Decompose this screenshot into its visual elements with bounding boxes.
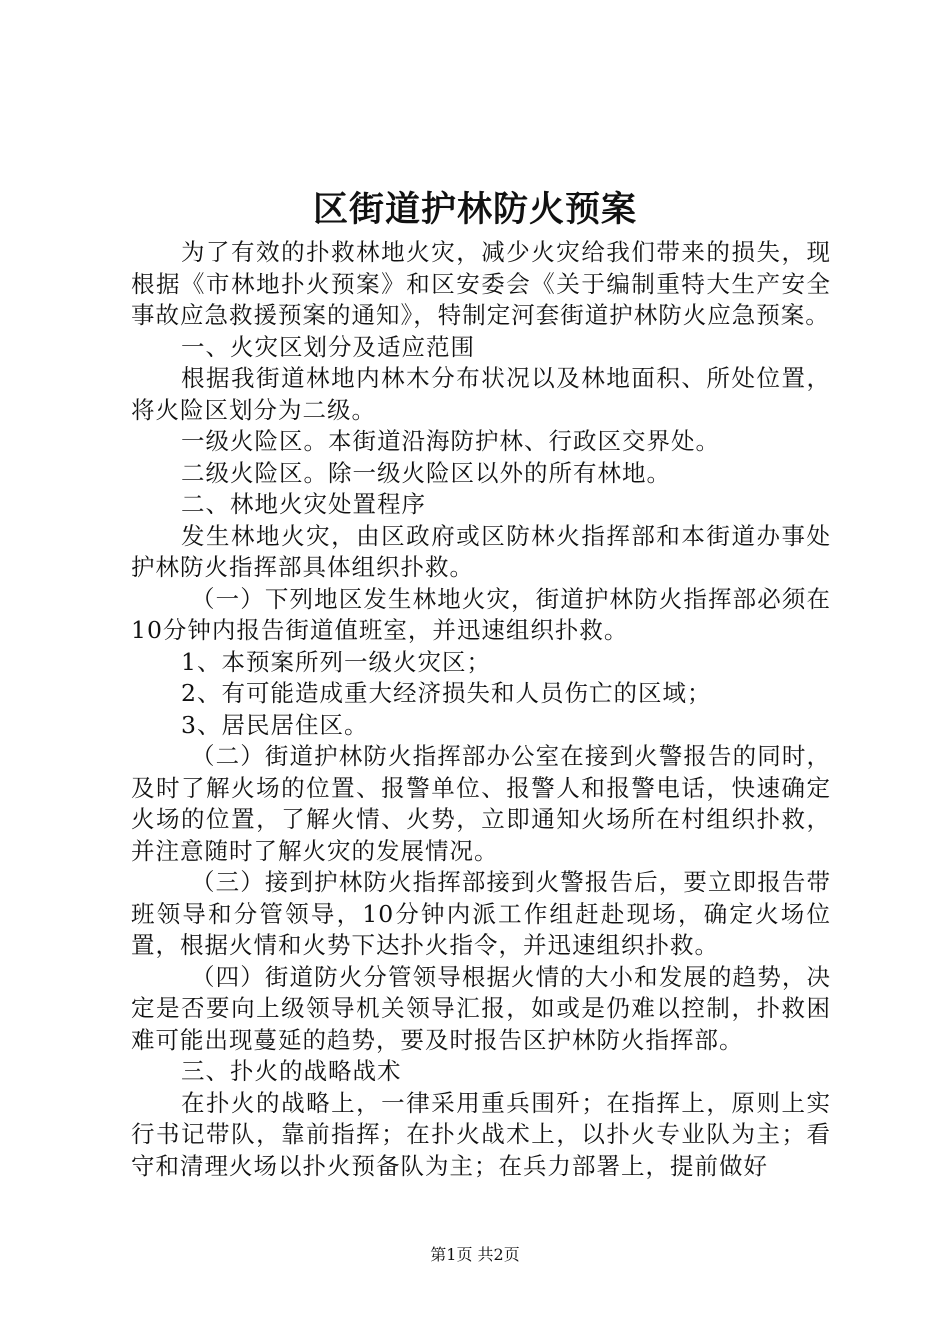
page-footer: 第1页 共2页 xyxy=(430,1245,520,1264)
body-paragraph: 3、居民居住区。 xyxy=(181,710,369,739)
body-paragraph: 在扑火的战略上，一律采用重兵围歼；在指挥上，原则上实行书记带队，靠前指挥；在扑火战术上，以扑火专业队为主；看守和清理火场以扑火预备队为主；在兵力部署上，提前做好 xyxy=(131,1088,831,1180)
body-paragraph: 一级火险区。本街道沿海防护林、行政区交界处。 xyxy=(181,427,720,455)
body-paragraph: （二）街道护林防火指挥部办公室在接到火警报告的同时，及时了解火场的位置、报警单位、报警人和报警电话，快速确定火场的位置，了解火情、火势，立即通知火场所在村组织扑救，并注意随时了解火灾的发展情况。 xyxy=(131,742,831,865)
body-paragraph: 为了有效的扑救林地火灾，减少火灾给我们带来的损失，现根据《市林地扑火预案》和区安委会《关于编制重特大生产安全事故应急救援预案的通知》，特制定河套街道护林防火应急预案。 xyxy=(131,238,831,329)
document-title: 区街道护林防火预案 xyxy=(312,189,637,230)
body-paragraph: （一）下列地区发生林地火灾，街道护林防火指挥部必须在10分钟内报告街道值班室，并迅速组织扑救。 xyxy=(131,584,831,644)
body-paragraph: 2、有可能造成重大经济损失和人员伤亡的区域； xyxy=(181,679,712,707)
body-paragraph: 三、扑火的战略战术 xyxy=(181,1057,402,1085)
body-paragraph: 发生林地火灾，由区政府或区防林火指挥部和本街道办事处护林防火指挥部具体组织扑救。 xyxy=(131,521,831,581)
body-paragraph: （三）接到护林防火指挥部接到火警报告后，要立即报告带班领导和分管领导，10分钟内派工作组赶赴现场，确定火场位置，根据火情和火势下达扑火指令，并迅速组织扑救。 xyxy=(131,868,831,959)
body-paragraph: 一、火灾区划分及适应范围 xyxy=(181,332,475,361)
body-paragraph: 二级火险区。除一级火险区以外的所有林地。 xyxy=(181,458,671,487)
document-body xyxy=(131,237,831,1182)
body-paragraph: 1、本预案所列一级火灾区； xyxy=(181,647,491,676)
body-paragraph: 根据我街道林地内林木分布状况以及林地面积、所处位置，将火险区划分为二级。 xyxy=(131,364,831,424)
body-paragraph: （四）街道防火分管领导根据火情的大小和发展的趋势，决定是否要向上级领导机关领导汇报，如或是仍难以控制，扑救困难可能出现蔓延的趋势，要及时报告区护林防火指挥部。 xyxy=(131,962,831,1054)
body-paragraph: 二、林地火灾处置程序 xyxy=(181,490,426,518)
